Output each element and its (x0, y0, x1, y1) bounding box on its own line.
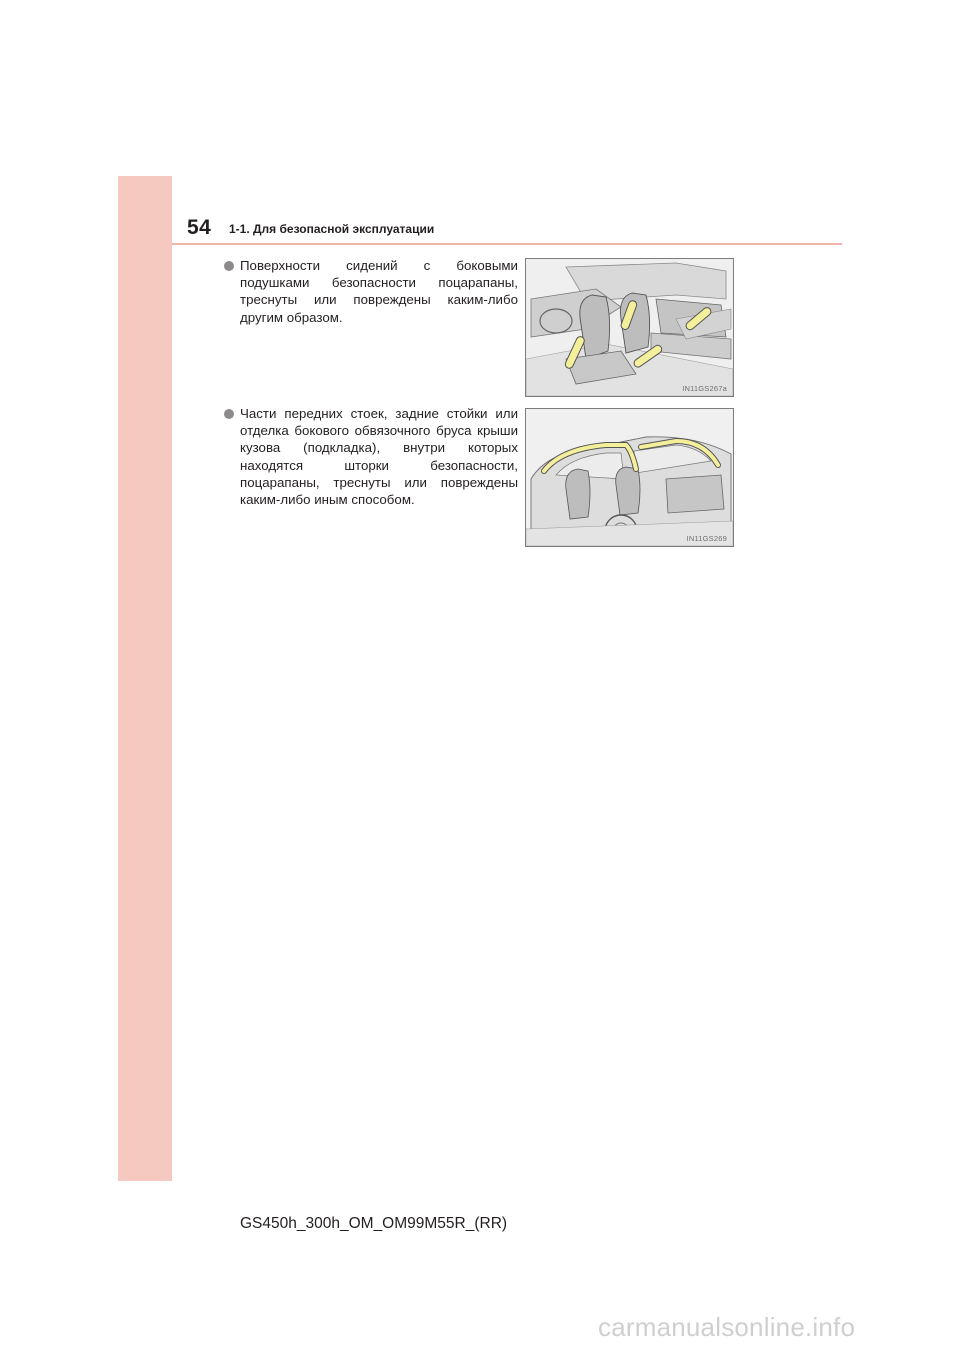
curtain-airbags-figure (525, 408, 734, 547)
bullet-item (224, 257, 518, 326)
bullet-item (224, 405, 518, 508)
watermark: carmanualsonline.info (598, 1312, 856, 1342)
car-interior-seat-airbags-illustration-icon (526, 259, 733, 396)
section-title: 1-1. Для безопасной эксплуатации (229, 222, 435, 236)
car-side-curtain-airbags-illustration-icon (526, 409, 733, 546)
bullet-dot-icon (224, 261, 234, 271)
page-number: 54 (187, 216, 212, 239)
bullet-dot-icon (224, 409, 234, 419)
figure-code: IN11GS269 (686, 534, 727, 543)
seat-airbags-figure (525, 258, 734, 397)
document-code: GS450h_300h_OM_OM99M55R_(RR) (240, 1215, 508, 1232)
header-rule (172, 243, 842, 245)
figure-code: IN11GS267a (682, 384, 727, 393)
chapter-side-band (118, 176, 172, 1181)
bullet-text: Части передних стоек, задние стойки или отделка бокового обвязочного бруса крыши кузова (подкладка), внутри которых находятся шторки безопасности, поцарапаны, треснуты или повреждены каким-либо иным способом. (240, 406, 518, 508)
bullet-text: Поверхности сидений с боковыми подушками безопасности поцарапаны, треснуты или повреждены каким-либо другим образом. (240, 258, 518, 325)
